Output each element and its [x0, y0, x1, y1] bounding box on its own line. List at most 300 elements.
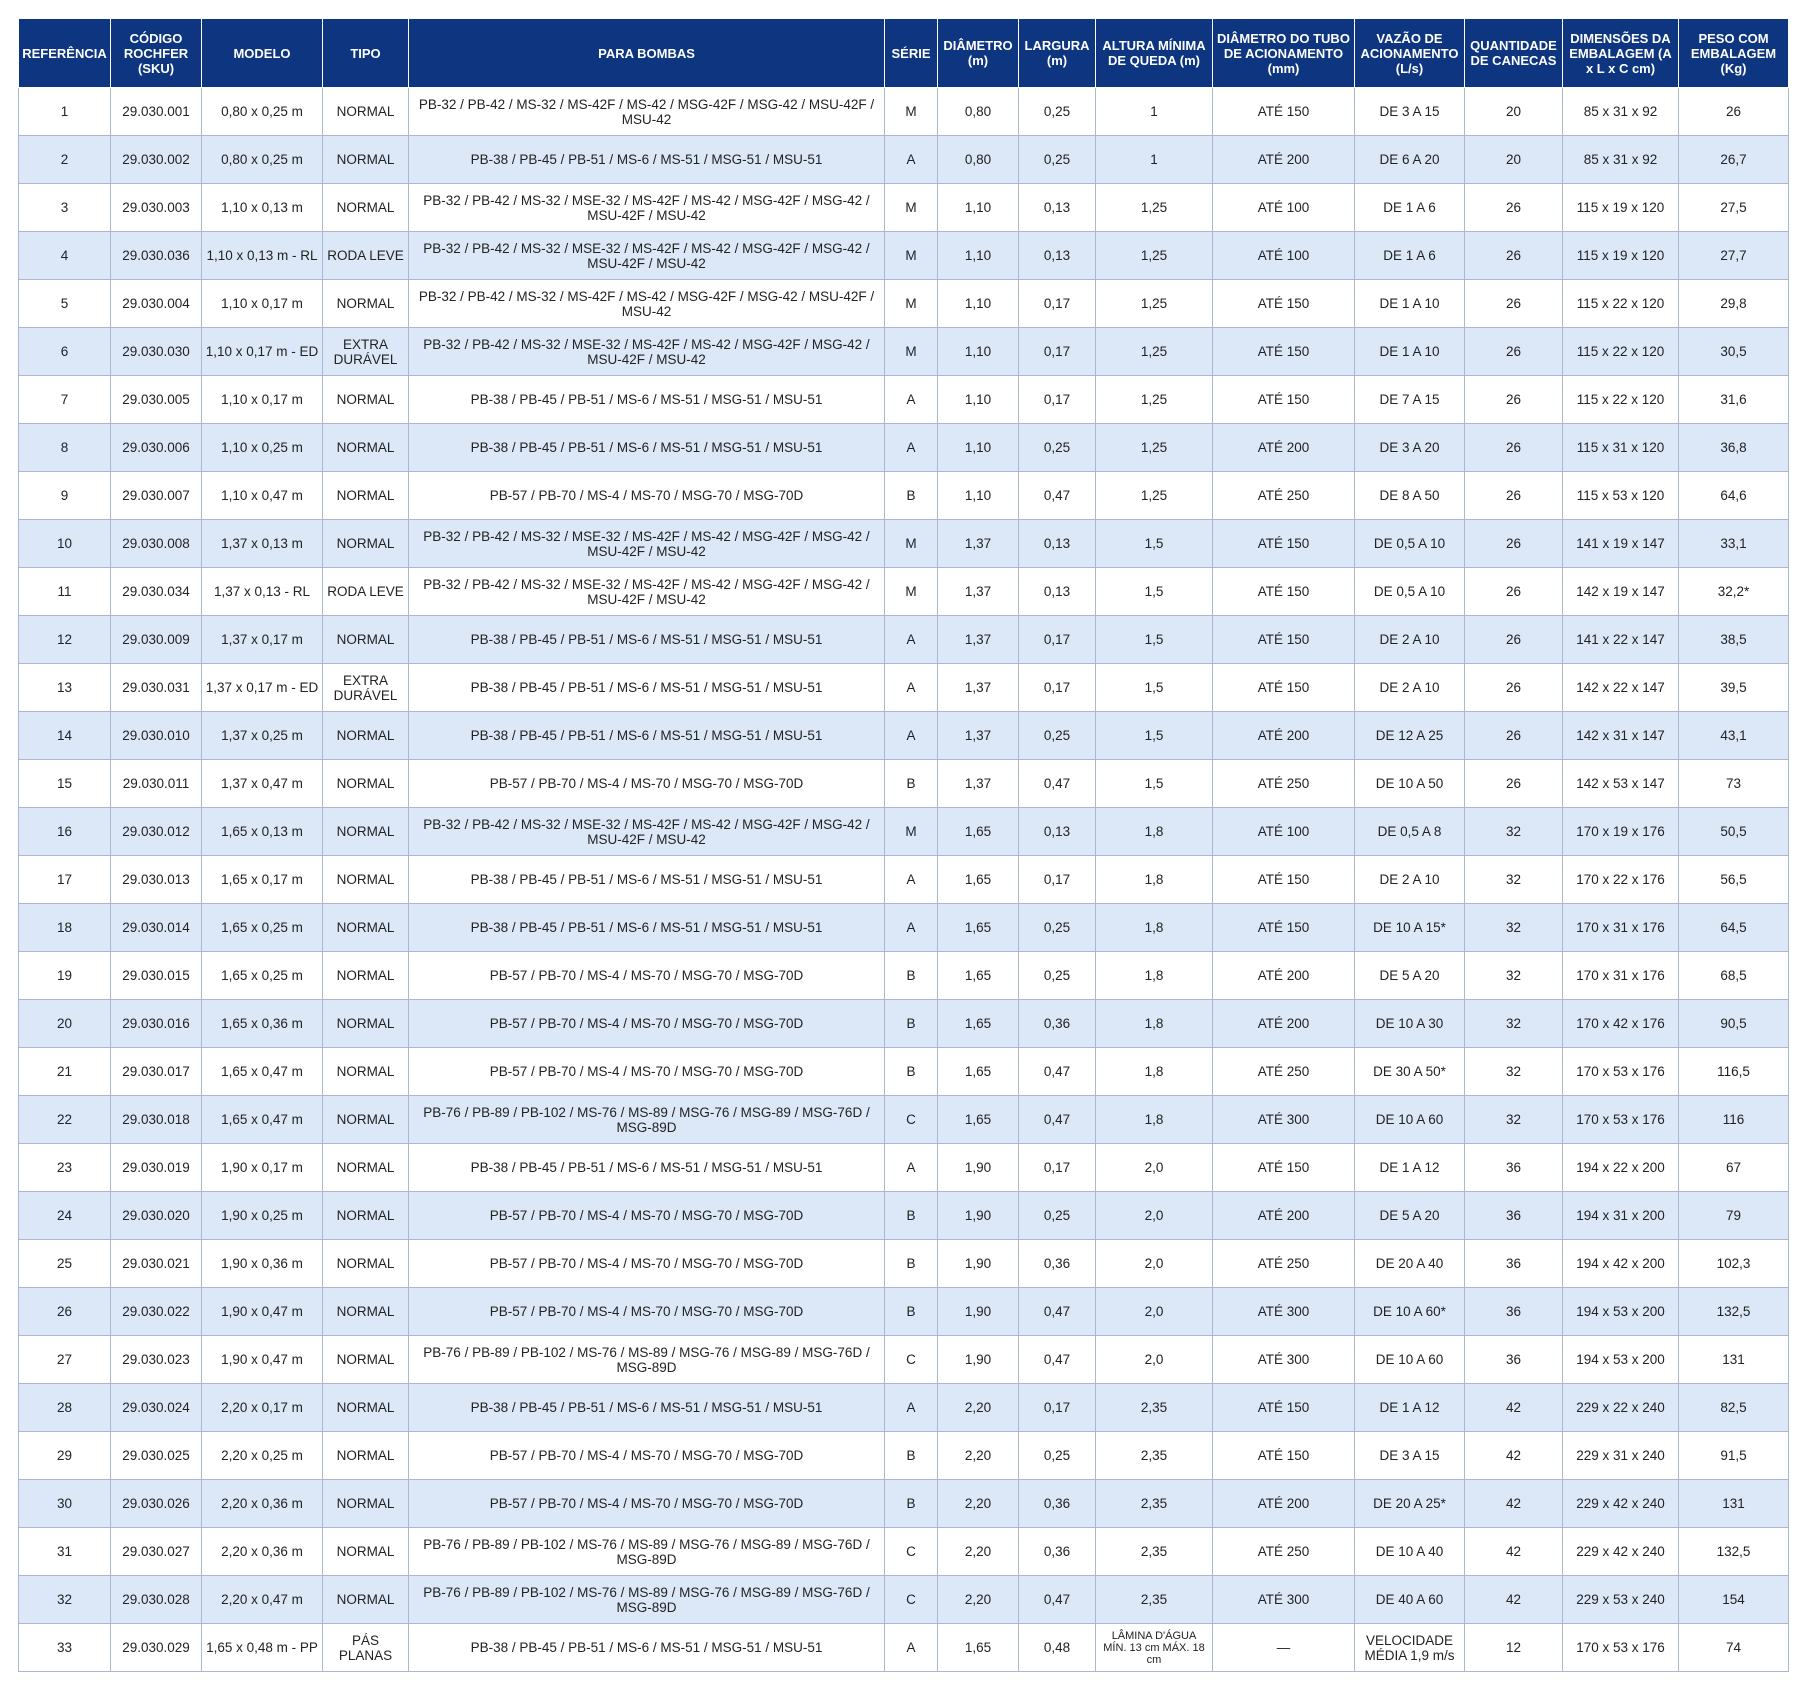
- cell-altura: 1,25: [1096, 184, 1213, 232]
- cell-peso: 116,5: [1679, 1048, 1789, 1096]
- cell-tubo: ATÉ 250: [1213, 760, 1355, 808]
- cell-largura: 0,36: [1019, 1240, 1096, 1288]
- cell-peso: 43,1: [1679, 712, 1789, 760]
- table-body: [19, 88, 1789, 1672]
- col-header-bombas: PARA BOMBAS: [409, 19, 885, 88]
- cell-canecas: 26: [1465, 184, 1563, 232]
- cell-modelo: 2,20 x 0,17 m: [202, 1384, 323, 1432]
- cell-serie: M: [885, 88, 938, 136]
- cell-sku: 29.030.023: [111, 1336, 202, 1384]
- cell-dimensoes: 229 x 42 x 240: [1563, 1480, 1679, 1528]
- cell-altura: 1,5: [1096, 520, 1213, 568]
- cell-referencia: 33: [19, 1624, 111, 1672]
- cell-altura: 1,5: [1096, 568, 1213, 616]
- cell-dimensoes: 115 x 53 x 120: [1563, 472, 1679, 520]
- table-row: [19, 568, 1789, 616]
- cell-largura: 0,36: [1019, 1528, 1096, 1576]
- cell-peso: 26,7: [1679, 136, 1789, 184]
- cell-bombas: PB-76 / PB-89 / PB-102 / MS-76 / MS-89 / MSG-76 / MSG-89 / MSG-76D / MSG-89D: [409, 1336, 885, 1384]
- cell-largura: 0,17: [1019, 616, 1096, 664]
- cell-referencia: 10: [19, 520, 111, 568]
- spec-table: [18, 18, 1789, 1672]
- cell-bombas: PB-38 / PB-45 / PB-51 / MS-6 / MS-51 / MSG-51 / MSU-51: [409, 376, 885, 424]
- cell-vazao: DE 12 A 25: [1355, 712, 1465, 760]
- cell-referencia: 30: [19, 1480, 111, 1528]
- cell-peso: 30,5: [1679, 328, 1789, 376]
- cell-canecas: 26: [1465, 664, 1563, 712]
- cell-tubo: ATÉ 150: [1213, 520, 1355, 568]
- cell-serie: A: [885, 1624, 938, 1672]
- cell-vazao: DE 1 A 6: [1355, 232, 1465, 280]
- cell-tipo: NORMAL: [323, 856, 409, 904]
- cell-largura: 0,47: [1019, 472, 1096, 520]
- cell-dimensoes: 115 x 22 x 120: [1563, 280, 1679, 328]
- table-row: [19, 280, 1789, 328]
- cell-modelo: 1,90 x 0,25 m: [202, 1192, 323, 1240]
- cell-vazao: DE 10 A 60: [1355, 1096, 1465, 1144]
- cell-vazao: DE 10 A 15*: [1355, 904, 1465, 952]
- cell-bombas: PB-38 / PB-45 / PB-51 / MS-6 / MS-51 / MSG-51 / MSU-51: [409, 712, 885, 760]
- cell-serie: C: [885, 1096, 938, 1144]
- cell-diametro: 1,10: [938, 328, 1019, 376]
- cell-largura: 0,13: [1019, 184, 1096, 232]
- cell-vazao: DE 2 A 10: [1355, 664, 1465, 712]
- table-row: [19, 472, 1789, 520]
- cell-bombas: PB-76 / PB-89 / PB-102 / MS-76 / MS-89 / MSG-76 / MSG-89 / MSG-76D / MSG-89D: [409, 1096, 885, 1144]
- cell-tipo: NORMAL: [323, 184, 409, 232]
- cell-sku: 29.030.031: [111, 664, 202, 712]
- cell-altura: 2,0: [1096, 1288, 1213, 1336]
- cell-serie: A: [885, 424, 938, 472]
- cell-tipo: EXTRA DURÁVEL: [323, 328, 409, 376]
- cell-altura: 1,8: [1096, 904, 1213, 952]
- cell-tipo: NORMAL: [323, 1048, 409, 1096]
- cell-vazao: DE 10 A 60: [1355, 1336, 1465, 1384]
- cell-bombas: PB-57 / PB-70 / MS-4 / MS-70 / MSG-70 / MSG-70D: [409, 1000, 885, 1048]
- cell-peso: 102,3: [1679, 1240, 1789, 1288]
- cell-modelo: 1,37 x 0,13 m: [202, 520, 323, 568]
- cell-tipo: NORMAL: [323, 904, 409, 952]
- cell-sku: 29.030.011: [111, 760, 202, 808]
- cell-serie: A: [885, 376, 938, 424]
- cell-largura: 0,47: [1019, 1576, 1096, 1624]
- cell-referencia: 14: [19, 712, 111, 760]
- cell-sku: 29.030.007: [111, 472, 202, 520]
- col-header-tubo: DIÂMETRO DO TUBO DE ACIONAMENTO (mm): [1213, 19, 1355, 88]
- cell-peso: 91,5: [1679, 1432, 1789, 1480]
- cell-sku: 29.030.025: [111, 1432, 202, 1480]
- cell-peso: 29,8: [1679, 280, 1789, 328]
- cell-peso: 38,5: [1679, 616, 1789, 664]
- cell-peso: 132,5: [1679, 1528, 1789, 1576]
- cell-tubo: ATÉ 150: [1213, 328, 1355, 376]
- cell-sku: 29.030.006: [111, 424, 202, 472]
- cell-referencia: 27: [19, 1336, 111, 1384]
- cell-tubo: ATÉ 100: [1213, 808, 1355, 856]
- cell-canecas: 36: [1465, 1288, 1563, 1336]
- cell-peso: 132,5: [1679, 1288, 1789, 1336]
- cell-tipo: NORMAL: [323, 1528, 409, 1576]
- cell-referencia: 25: [19, 1240, 111, 1288]
- cell-modelo: 2,20 x 0,36 m: [202, 1528, 323, 1576]
- cell-tubo: ATÉ 200: [1213, 712, 1355, 760]
- cell-peso: 26: [1679, 88, 1789, 136]
- cell-altura: 1,8: [1096, 856, 1213, 904]
- cell-sku: 29.030.029: [111, 1624, 202, 1672]
- cell-dimensoes: 142 x 19 x 147: [1563, 568, 1679, 616]
- cell-dimensoes: 170 x 22 x 176: [1563, 856, 1679, 904]
- cell-serie: A: [885, 1384, 938, 1432]
- cell-canecas: 42: [1465, 1480, 1563, 1528]
- cell-vazao: DE 30 A 50*: [1355, 1048, 1465, 1096]
- cell-bombas: PB-32 / PB-42 / MS-32 / MSE-32 / MS-42F / MS-42 / MSG-42F / MSG-42 / MSU-42F / MSU-42: [409, 232, 885, 280]
- cell-diametro: 1,90: [938, 1240, 1019, 1288]
- cell-referencia: 13: [19, 664, 111, 712]
- cell-diametro: 1,10: [938, 472, 1019, 520]
- cell-diametro: 1,65: [938, 952, 1019, 1000]
- cell-tubo: ATÉ 300: [1213, 1336, 1355, 1384]
- cell-diametro: 1,65: [938, 1000, 1019, 1048]
- cell-tubo: ATÉ 250: [1213, 472, 1355, 520]
- cell-dimensoes: 170 x 53 x 176: [1563, 1096, 1679, 1144]
- cell-tubo: ATÉ 150: [1213, 1384, 1355, 1432]
- col-header-referencia: REFERÊNCIA: [19, 19, 111, 88]
- cell-referencia: 19: [19, 952, 111, 1000]
- cell-serie: M: [885, 568, 938, 616]
- cell-sku: 29.030.027: [111, 1528, 202, 1576]
- cell-modelo: 1,90 x 0,36 m: [202, 1240, 323, 1288]
- cell-bombas: PB-57 / PB-70 / MS-4 / MS-70 / MSG-70 / MSG-70D: [409, 1432, 885, 1480]
- cell-largura: 0,25: [1019, 712, 1096, 760]
- cell-tipo: NORMAL: [323, 712, 409, 760]
- cell-largura: 0,13: [1019, 808, 1096, 856]
- cell-diametro: 2,20: [938, 1432, 1019, 1480]
- cell-tipo: NORMAL: [323, 520, 409, 568]
- cell-canecas: 36: [1465, 1336, 1563, 1384]
- cell-referencia: 28: [19, 1384, 111, 1432]
- cell-modelo: 1,90 x 0,17 m: [202, 1144, 323, 1192]
- cell-bombas: PB-57 / PB-70 / MS-4 / MS-70 / MSG-70 / MSG-70D: [409, 760, 885, 808]
- cell-sku: 29.030.008: [111, 520, 202, 568]
- cell-bombas: PB-38 / PB-45 / PB-51 / MS-6 / MS-51 / MSG-51 / MSU-51: [409, 856, 885, 904]
- cell-tipo: NORMAL: [323, 952, 409, 1000]
- cell-peso: 56,5: [1679, 856, 1789, 904]
- cell-referencia: 21: [19, 1048, 111, 1096]
- cell-serie: B: [885, 1000, 938, 1048]
- cell-altura: 2,35: [1096, 1384, 1213, 1432]
- cell-referencia: 16: [19, 808, 111, 856]
- cell-altura: 1,8: [1096, 1048, 1213, 1096]
- cell-modelo: 1,37 x 0,25 m: [202, 712, 323, 760]
- cell-vazao: DE 1 A 12: [1355, 1384, 1465, 1432]
- cell-tipo: NORMAL: [323, 376, 409, 424]
- cell-diametro: 1,65: [938, 904, 1019, 952]
- cell-altura: 2,0: [1096, 1336, 1213, 1384]
- cell-sku: 29.030.005: [111, 376, 202, 424]
- cell-canecas: 26: [1465, 616, 1563, 664]
- cell-modelo: 2,20 x 0,25 m: [202, 1432, 323, 1480]
- cell-modelo: 1,65 x 0,25 m: [202, 952, 323, 1000]
- cell-diametro: 1,90: [938, 1144, 1019, 1192]
- cell-serie: M: [885, 328, 938, 376]
- cell-sku: 29.030.017: [111, 1048, 202, 1096]
- cell-referencia: 8: [19, 424, 111, 472]
- cell-tipo: RODA LEVE: [323, 568, 409, 616]
- cell-vazao: DE 10 A 60*: [1355, 1288, 1465, 1336]
- table-row: [19, 376, 1789, 424]
- cell-canecas: 32: [1465, 904, 1563, 952]
- cell-bombas: PB-38 / PB-45 / PB-51 / MS-6 / MS-51 / MSG-51 / MSU-51: [409, 1144, 885, 1192]
- cell-canecas: 42: [1465, 1432, 1563, 1480]
- cell-tipo: RODA LEVE: [323, 232, 409, 280]
- cell-serie: B: [885, 1432, 938, 1480]
- cell-canecas: 20: [1465, 88, 1563, 136]
- cell-modelo: 1,10 x 0,17 m - ED: [202, 328, 323, 376]
- cell-tubo: ATÉ 150: [1213, 1432, 1355, 1480]
- cell-diametro: 1,90: [938, 1336, 1019, 1384]
- cell-vazao: DE 1 A 6: [1355, 184, 1465, 232]
- cell-tubo: ATÉ 100: [1213, 232, 1355, 280]
- cell-largura: 0,25: [1019, 424, 1096, 472]
- cell-referencia: 2: [19, 136, 111, 184]
- table-row: [19, 328, 1789, 376]
- col-header-peso: PESO COM EMBALAGEM (Kg): [1679, 19, 1789, 88]
- cell-sku: 29.030.019: [111, 1144, 202, 1192]
- cell-dimensoes: 115 x 19 x 120: [1563, 232, 1679, 280]
- table-row: [19, 1384, 1789, 1432]
- cell-sku: 29.030.001: [111, 88, 202, 136]
- cell-serie: A: [885, 616, 938, 664]
- cell-serie: B: [885, 1192, 938, 1240]
- cell-bombas: PB-57 / PB-70 / MS-4 / MS-70 / MSG-70 / MSG-70D: [409, 1192, 885, 1240]
- cell-sku: 29.030.020: [111, 1192, 202, 1240]
- cell-bombas: PB-38 / PB-45 / PB-51 / MS-6 / MS-51 / MSG-51 / MSU-51: [409, 616, 885, 664]
- cell-sku: 29.030.026: [111, 1480, 202, 1528]
- cell-serie: M: [885, 184, 938, 232]
- col-header-sku: CÓDIGO ROCHFER (SKU): [111, 19, 202, 88]
- cell-tubo: ATÉ 150: [1213, 616, 1355, 664]
- cell-dimensoes: 229 x 42 x 240: [1563, 1528, 1679, 1576]
- cell-tubo: ATÉ 200: [1213, 1480, 1355, 1528]
- cell-serie: B: [885, 1240, 938, 1288]
- cell-serie: M: [885, 808, 938, 856]
- cell-sku: 29.030.013: [111, 856, 202, 904]
- cell-tubo: ATÉ 300: [1213, 1576, 1355, 1624]
- cell-serie: C: [885, 1336, 938, 1384]
- cell-serie: A: [885, 856, 938, 904]
- cell-dimensoes: 142 x 53 x 147: [1563, 760, 1679, 808]
- table-row: [19, 1480, 1789, 1528]
- cell-largura: 0,25: [1019, 952, 1096, 1000]
- cell-altura: 2,0: [1096, 1144, 1213, 1192]
- cell-canecas: 36: [1465, 1144, 1563, 1192]
- cell-bombas: PB-32 / PB-42 / MS-32 / MS-42F / MS-42 / MSG-42F / MSG-42 / MSU-42F / MSU-42: [409, 280, 885, 328]
- col-header-diametro: DIÂMETRO (m): [938, 19, 1019, 88]
- cell-largura: 0,25: [1019, 1432, 1096, 1480]
- cell-bombas: PB-57 / PB-70 / MS-4 / MS-70 / MSG-70 / MSG-70D: [409, 952, 885, 1000]
- cell-referencia: 24: [19, 1192, 111, 1240]
- cell-dimensoes: 141 x 22 x 147: [1563, 616, 1679, 664]
- cell-altura: 2,35: [1096, 1576, 1213, 1624]
- table-row: [19, 904, 1789, 952]
- cell-bombas: PB-57 / PB-70 / MS-4 / MS-70 / MSG-70 / MSG-70D: [409, 472, 885, 520]
- cell-peso: 64,6: [1679, 472, 1789, 520]
- cell-bombas: PB-32 / PB-42 / MS-32 / MSE-32 / MS-42F / MS-42 / MSG-42F / MSG-42 / MSU-42F / MSU-42: [409, 808, 885, 856]
- cell-sku: 29.030.002: [111, 136, 202, 184]
- cell-diametro: 1,10: [938, 232, 1019, 280]
- cell-largura: 0,47: [1019, 1336, 1096, 1384]
- col-header-serie: SÉRIE: [885, 19, 938, 88]
- cell-modelo: 1,37 x 0,47 m: [202, 760, 323, 808]
- cell-canecas: 32: [1465, 1048, 1563, 1096]
- cell-peso: 79: [1679, 1192, 1789, 1240]
- table-row: [19, 1576, 1789, 1624]
- cell-canecas: 32: [1465, 1096, 1563, 1144]
- cell-canecas: 42: [1465, 1384, 1563, 1432]
- cell-diametro: 1,65: [938, 1096, 1019, 1144]
- cell-vazao: DE 5 A 20: [1355, 1192, 1465, 1240]
- cell-bombas: PB-32 / PB-42 / MS-32 / MS-42F / MS-42 / MSG-42F / MSG-42 / MSU-42F / MSU-42: [409, 88, 885, 136]
- cell-peso: 64,5: [1679, 904, 1789, 952]
- cell-vazao: DE 40 A 60: [1355, 1576, 1465, 1624]
- cell-tubo: ATÉ 200: [1213, 1192, 1355, 1240]
- cell-serie: A: [885, 904, 938, 952]
- cell-diametro: 2,20: [938, 1384, 1019, 1432]
- cell-sku: 29.030.010: [111, 712, 202, 760]
- cell-sku: 29.030.009: [111, 616, 202, 664]
- cell-largura: 0,25: [1019, 904, 1096, 952]
- col-header-largura: LARGURA (m): [1019, 19, 1096, 88]
- cell-tipo: NORMAL: [323, 1432, 409, 1480]
- cell-tipo: NORMAL: [323, 136, 409, 184]
- cell-vazao: DE 20 A 40: [1355, 1240, 1465, 1288]
- cell-diametro: 1,10: [938, 280, 1019, 328]
- table-row: [19, 1528, 1789, 1576]
- cell-altura: 2,35: [1096, 1432, 1213, 1480]
- cell-tipo: NORMAL: [323, 1240, 409, 1288]
- table-row: [19, 1192, 1789, 1240]
- cell-serie: B: [885, 1288, 938, 1336]
- cell-modelo: 1,90 x 0,47 m: [202, 1288, 323, 1336]
- cell-tubo: ATÉ 200: [1213, 1000, 1355, 1048]
- cell-modelo: 1,37 x 0,13 - RL: [202, 568, 323, 616]
- cell-tubo: ATÉ 300: [1213, 1096, 1355, 1144]
- cell-modelo: 1,10 x 0,17 m: [202, 376, 323, 424]
- cell-vazao: DE 1 A 10: [1355, 328, 1465, 376]
- cell-sku: 29.030.034: [111, 568, 202, 616]
- cell-serie: B: [885, 760, 938, 808]
- cell-tubo: —: [1213, 1624, 1355, 1672]
- cell-dimensoes: 170 x 31 x 176: [1563, 904, 1679, 952]
- table-row: [19, 952, 1789, 1000]
- cell-bombas: PB-38 / PB-45 / PB-51 / MS-6 / MS-51 / MSG-51 / MSU-51: [409, 1384, 885, 1432]
- cell-diametro: 1,37: [938, 760, 1019, 808]
- cell-tipo: NORMAL: [323, 424, 409, 472]
- cell-tipo: NORMAL: [323, 1480, 409, 1528]
- cell-modelo: 1,90 x 0,47 m: [202, 1336, 323, 1384]
- cell-tipo: NORMAL: [323, 616, 409, 664]
- cell-vazao: DE 10 A 30: [1355, 1000, 1465, 1048]
- cell-canecas: 26: [1465, 232, 1563, 280]
- cell-tipo: NORMAL: [323, 808, 409, 856]
- cell-peso: 67: [1679, 1144, 1789, 1192]
- cell-vazao: DE 8 A 50: [1355, 472, 1465, 520]
- cell-vazao: VELOCIDADE MÉDIA 1,9 m/s: [1355, 1624, 1465, 1672]
- cell-sku: 29.030.024: [111, 1384, 202, 1432]
- cell-peso: 131: [1679, 1336, 1789, 1384]
- cell-referencia: 23: [19, 1144, 111, 1192]
- table-row: [19, 520, 1789, 568]
- cell-serie: B: [885, 952, 938, 1000]
- cell-modelo: 1,65 x 0,17 m: [202, 856, 323, 904]
- cell-dimensoes: 115 x 19 x 120: [1563, 184, 1679, 232]
- cell-vazao: DE 0,5 A 10: [1355, 568, 1465, 616]
- cell-tipo: NORMAL: [323, 280, 409, 328]
- cell-altura: 1,25: [1096, 424, 1213, 472]
- cell-referencia: 26: [19, 1288, 111, 1336]
- cell-tipo: NORMAL: [323, 472, 409, 520]
- cell-tubo: ATÉ 200: [1213, 424, 1355, 472]
- cell-bombas: PB-38 / PB-45 / PB-51 / MS-6 / MS-51 / MSG-51 / MSU-51: [409, 136, 885, 184]
- cell-largura: 0,17: [1019, 856, 1096, 904]
- cell-diametro: 1,37: [938, 712, 1019, 760]
- cell-referencia: 29: [19, 1432, 111, 1480]
- cell-tipo: NORMAL: [323, 1192, 409, 1240]
- cell-sku: 29.030.028: [111, 1576, 202, 1624]
- cell-largura: 0,47: [1019, 760, 1096, 808]
- cell-peso: 90,5: [1679, 1000, 1789, 1048]
- cell-serie: C: [885, 1528, 938, 1576]
- cell-largura: 0,36: [1019, 1480, 1096, 1528]
- cell-canecas: 26: [1465, 568, 1563, 616]
- cell-modelo: 1,37 x 0,17 m - ED: [202, 664, 323, 712]
- cell-referencia: 5: [19, 280, 111, 328]
- cell-diametro: 1,10: [938, 184, 1019, 232]
- cell-bombas: PB-57 / PB-70 / MS-4 / MS-70 / MSG-70 / MSG-70D: [409, 1048, 885, 1096]
- cell-bombas: PB-57 / PB-70 / MS-4 / MS-70 / MSG-70 / MSG-70D: [409, 1240, 885, 1288]
- cell-altura: 1,5: [1096, 760, 1213, 808]
- table-row: [19, 232, 1789, 280]
- cell-tubo: ATÉ 150: [1213, 88, 1355, 136]
- cell-tubo: ATÉ 250: [1213, 1048, 1355, 1096]
- cell-dimensoes: 142 x 22 x 147: [1563, 664, 1679, 712]
- cell-canecas: 26: [1465, 712, 1563, 760]
- col-header-vazao: VAZÃO DE ACIONAMENTO (L/s): [1355, 19, 1465, 88]
- cell-dimensoes: 194 x 42 x 200: [1563, 1240, 1679, 1288]
- cell-serie: A: [885, 712, 938, 760]
- cell-canecas: 12: [1465, 1624, 1563, 1672]
- cell-altura: 1,8: [1096, 1096, 1213, 1144]
- cell-tubo: ATÉ 250: [1213, 1528, 1355, 1576]
- cell-vazao: DE 3 A 15: [1355, 88, 1465, 136]
- cell-canecas: 32: [1465, 952, 1563, 1000]
- cell-altura: LÂMINA D'ÁGUA MÍN. 13 cm MÁX. 18 cm: [1096, 1624, 1213, 1672]
- cell-largura: 0,25: [1019, 136, 1096, 184]
- table-row: [19, 88, 1789, 136]
- cell-diametro: 2,20: [938, 1528, 1019, 1576]
- cell-dimensoes: 85 x 31 x 92: [1563, 88, 1679, 136]
- cell-vazao: DE 3 A 20: [1355, 424, 1465, 472]
- cell-dimensoes: 170 x 53 x 176: [1563, 1624, 1679, 1672]
- cell-altura: 1,25: [1096, 232, 1213, 280]
- cell-referencia: 3: [19, 184, 111, 232]
- cell-dimensoes: 170 x 31 x 176: [1563, 952, 1679, 1000]
- table-row: [19, 712, 1789, 760]
- cell-bombas: PB-32 / PB-42 / MS-32 / MSE-32 / MS-42F / MS-42 / MSG-42F / MSG-42 / MSU-42F / MSU-42: [409, 184, 885, 232]
- cell-sku: 29.030.036: [111, 232, 202, 280]
- cell-altura: 1: [1096, 136, 1213, 184]
- table-row: [19, 184, 1789, 232]
